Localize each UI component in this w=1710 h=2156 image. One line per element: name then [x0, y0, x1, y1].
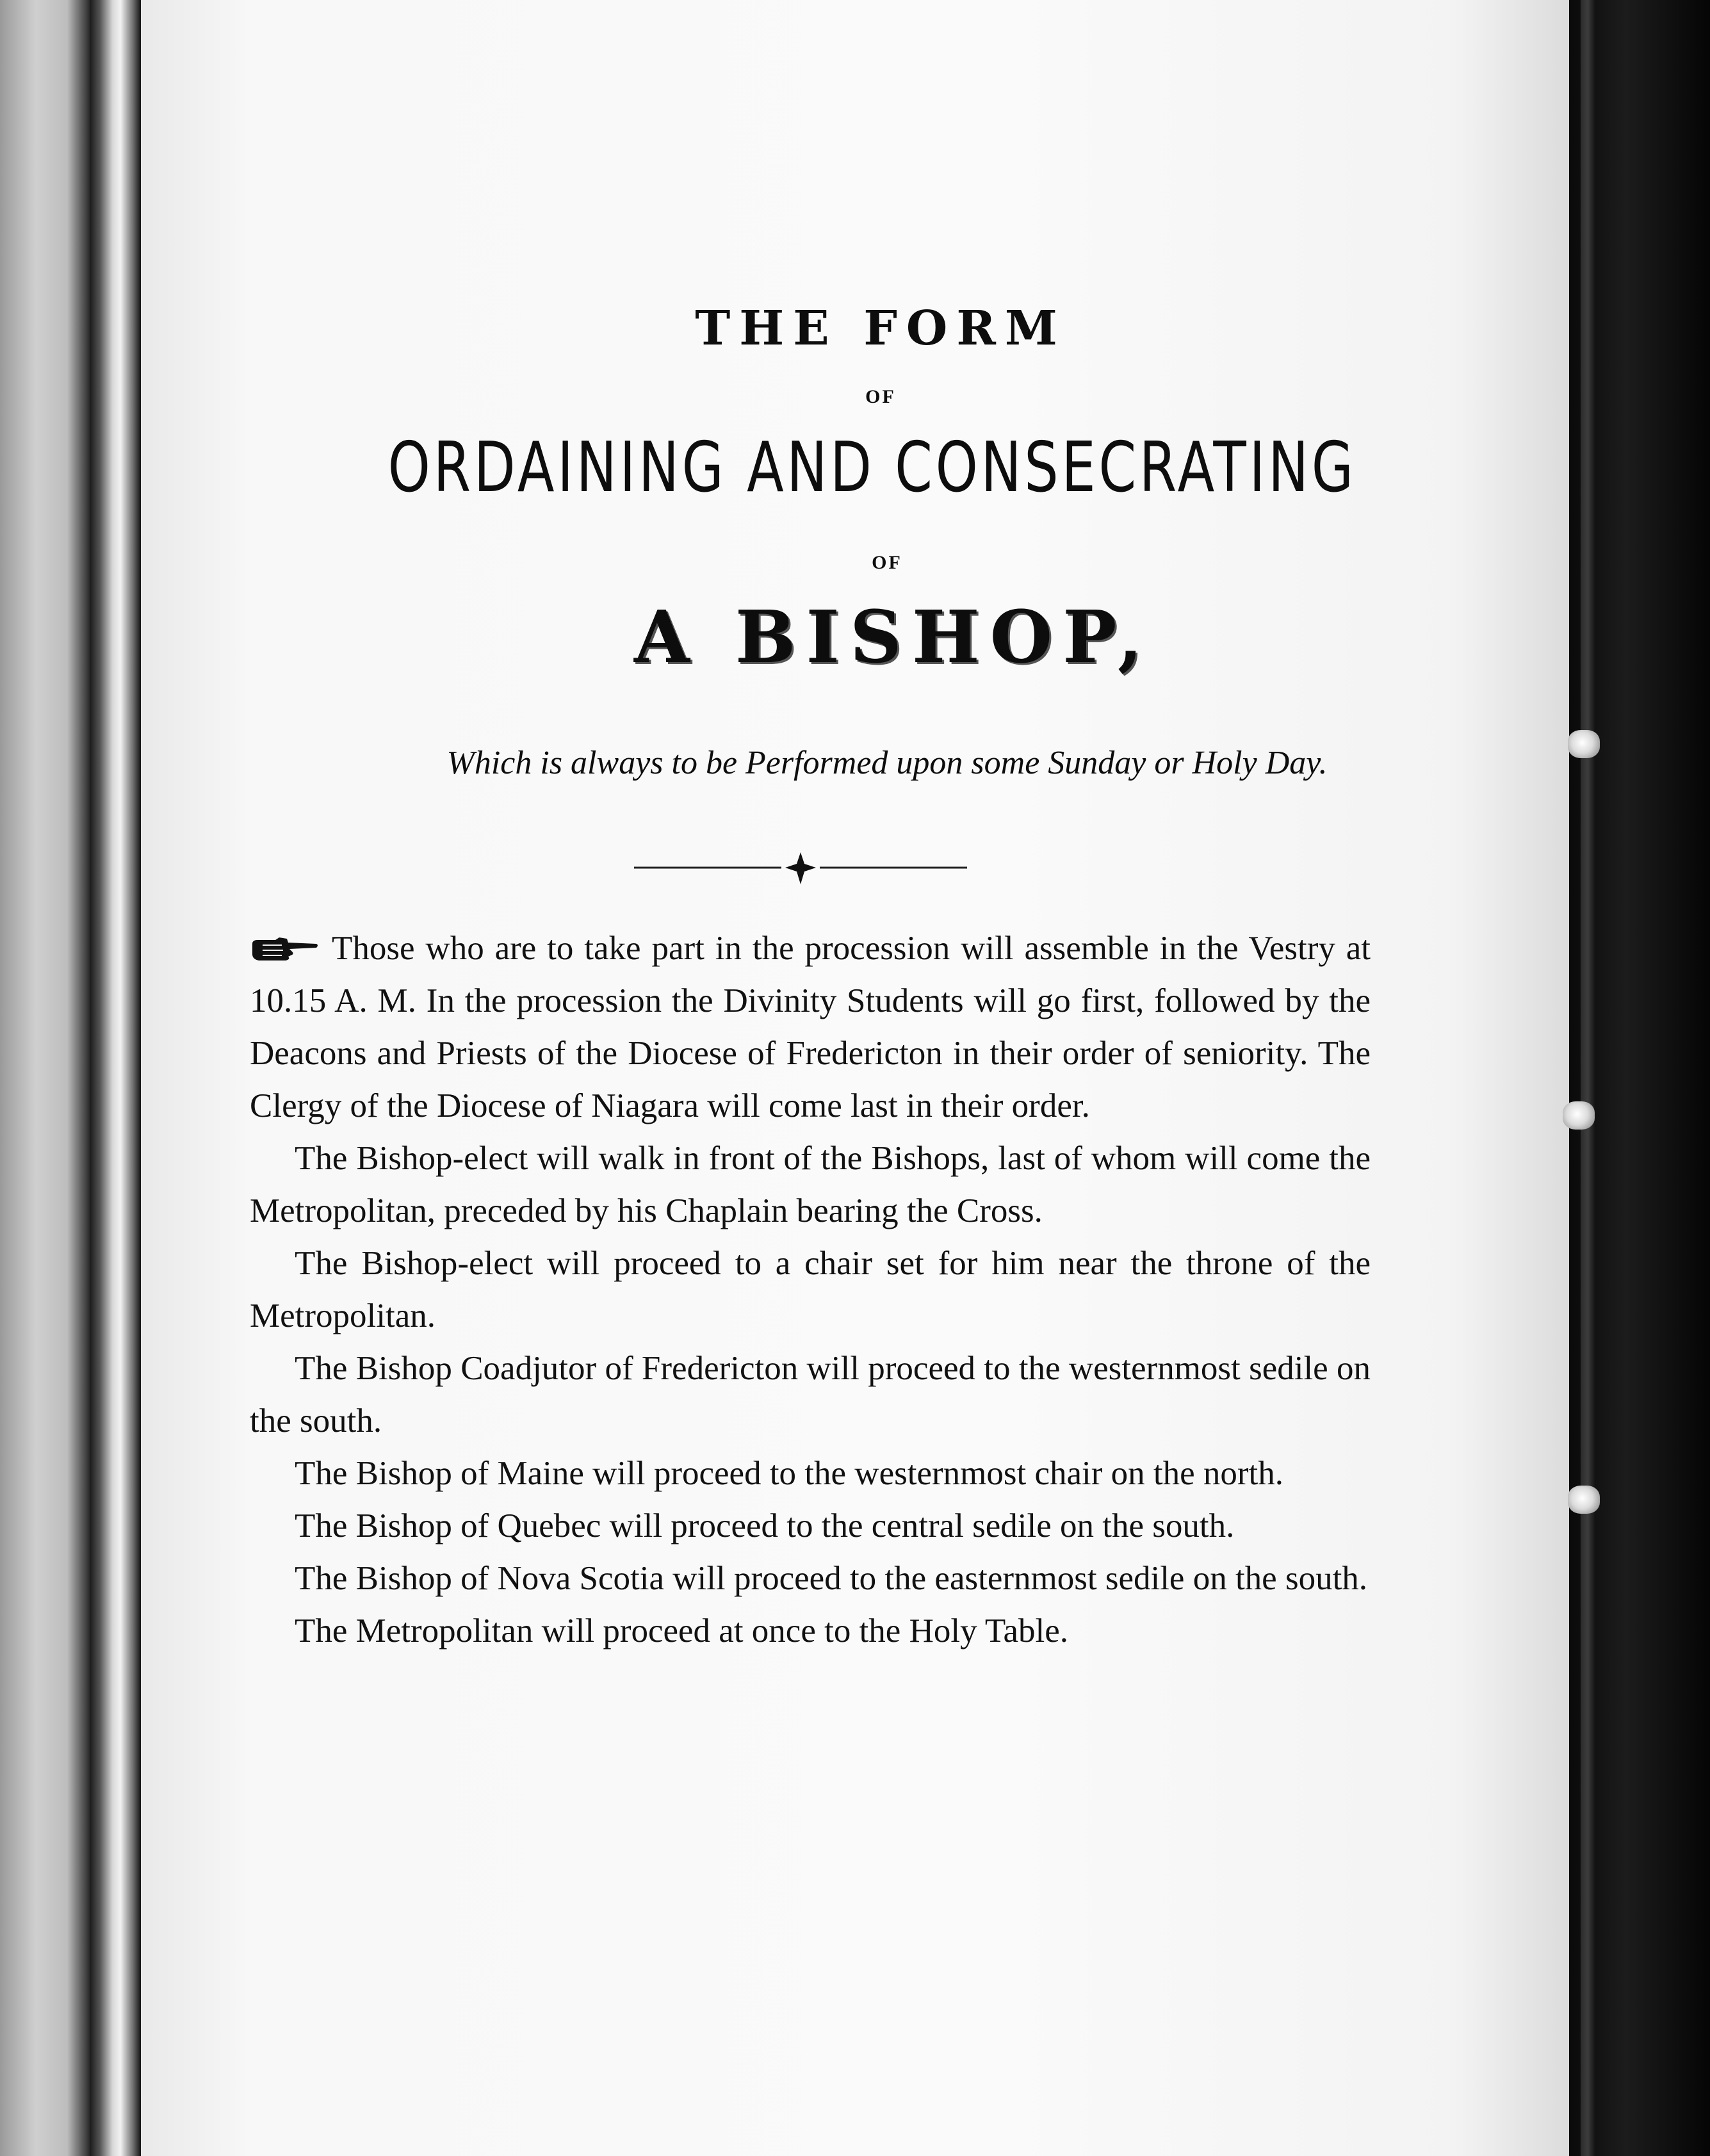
title-the-form: THE FORM [695, 301, 1066, 356]
paragraph-text: Those who are to take part in the procession will assemble in the Vestry at 10.15 A. M. In the procession the Divinity Students will go first, followed by the Deacons and Priests of the Diocese of Fredericton in their order of seniority. The Clergy of the Diocese of Niagara will come last in their order. [250, 930, 1371, 1124]
paragraph: The Bishop-elect will walk in front of the Bishops, last of whom will come the Metropolitan, preceded by his Chaplain bearing the Cross. [250, 1140, 1371, 1229]
paragraph: The Bishop Coadjutor of Fredericton will proceed to the westernmost sedile on the south. [250, 1350, 1371, 1439]
paragraph: The Bishop-elect will proceed to a chair set for him near the throne of the Metropolitan. [250, 1245, 1371, 1334]
title-of: OF [872, 552, 902, 573]
paragraph: The Bishop of Maine will proceed to the westernmost chair on the north. [295, 1455, 1283, 1492]
paragraph: The Metropolitan will proceed at once to the Holy Table. [295, 1612, 1069, 1649]
paragraph [250, 922, 1371, 1132]
binding-tie [1568, 1486, 1600, 1514]
paragraph: The Bishop of Nova Scotia will proceed to the easternmost sedile on the south. [295, 1560, 1368, 1597]
title-a-bishop: A BISHOP, [634, 596, 1153, 679]
body-text [250, 922, 1371, 1657]
title-of: OF [865, 386, 896, 407]
binding-tie [1563, 1101, 1595, 1130]
paragraph: The Bishop of Quebec will proceed to the central sedile on the south. [295, 1507, 1235, 1544]
cross-divider-icon [628, 848, 973, 887]
title-ordaining: ORDAINING AND CONSECRATING [387, 428, 1356, 508]
pointing-hand-icon [250, 936, 320, 962]
subtitle: Which is always to be Performed upon some Sunday or Holy Day. [446, 745, 1328, 781]
